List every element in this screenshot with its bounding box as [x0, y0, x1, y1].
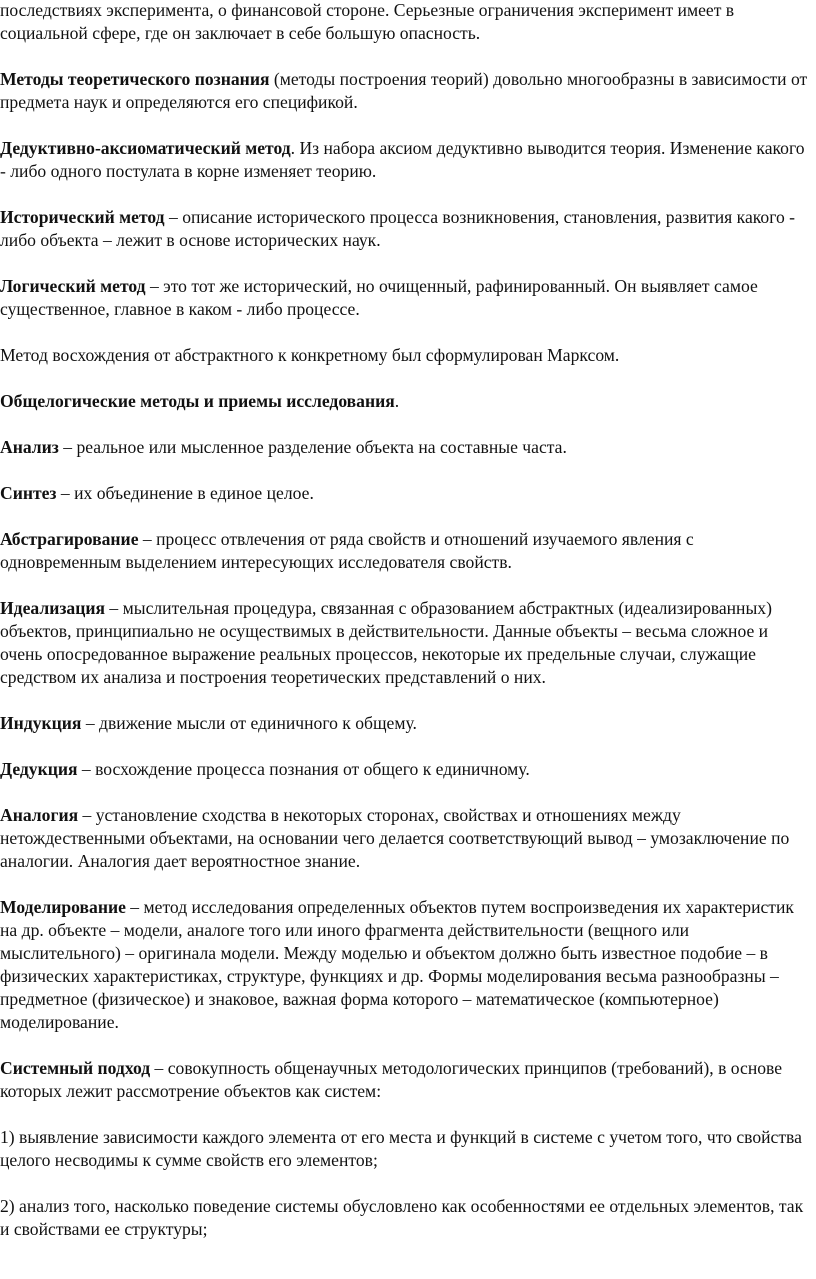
- paragraph-historical-method: [0, 206, 812, 252]
- paragraph-term: Анализ: [0, 437, 59, 457]
- paragraph-analysis: [0, 436, 812, 459]
- paragraph-term: Дедуктивно-аксиоматический метод: [0, 138, 291, 158]
- paragraph-text: Метод восхождения от абстрактного к конкретному был сформулирован Марксом.: [0, 345, 620, 365]
- paragraph-theoretical-methods: [0, 68, 812, 114]
- paragraph-ascent-method: [0, 344, 812, 367]
- paragraph-term: Исторический метод: [0, 207, 165, 227]
- paragraph-logical-method: [0, 275, 812, 321]
- paragraph-text: – восхождение процесса познания от общего к единичному.: [77, 759, 530, 779]
- paragraph-term: Методы теоретического познания: [0, 69, 270, 89]
- paragraph-text: – совокупность общенаучных методологических принципов (требований), в основе которых лежит рассмотрение объектов как систем:: [0, 1058, 783, 1101]
- paragraph-text: – описание исторического процесса возникновения, становления, развития какого - либо объекта – лежит в основе исторических наук.: [0, 207, 796, 250]
- paragraph-term: Идеализация: [0, 598, 106, 618]
- paragraph-induction: [0, 712, 812, 735]
- paragraph-text: 2) анализ того, насколько поведение системы обусловлено как особенностями ее отдельных элементов, так и свойствами ее структуры;: [0, 1196, 804, 1239]
- paragraph-term: Синтез: [0, 483, 57, 503]
- paragraph-deductive-axiomatic: [0, 137, 812, 183]
- paragraph-term: Моделирование: [0, 897, 126, 917]
- paragraph-term: Абстрагирование: [0, 529, 139, 549]
- paragraph-text: – метод исследования определенных объектов путем воспроизведения их характеристик на др. объекте – модели, аналоге того или иного фрагмента действительности (вещного или мыслительного) – оригинала модели. Между моделью и объектом должно быть известное подобие – в физических характеристиках, структуре, функциях и др. Формы моделирования весьма разнообразны –предметное (физическое) и знаковое, важная форма которого – математическое (компьютерное) моделирование.: [0, 897, 794, 1032]
- paragraph-text: – установление сходства в некоторых сторонах, свойствах и отношениях между нетождественными объектами, на основании чего делается соответствующий вывод – умозаключение по аналогии. Аналогия дает вероятностное знание.: [0, 805, 790, 871]
- paragraph-text: – мыслительная процедура, связанная с образованием абстрактных (идеализированных) объектов, принципиально не осуществимых в действительности. Данные объекты – весьма сложное и очень опосредованное выражение реальных процессов, некоторые их предельные случаи, служащие средством их анализа и построения теоретических представлений о них.: [0, 598, 772, 687]
- paragraph-text: – их объединение в единое целое.: [56, 483, 314, 503]
- paragraph-text: (методы построения теорий) довольно многообразны в зависимости от предмета наук и определяются его спецификой.: [0, 69, 808, 112]
- paragraph-modeling: [0, 896, 812, 1034]
- paragraph-text: 1) выявление зависимости каждого элемента от его места и функций в системе с учетом того, что свойства целого несводимы к сумме свойств его элементов;: [0, 1127, 802, 1170]
- paragraph-text: .: [394, 391, 400, 411]
- paragraph-text: – движение мысли от единичного к общему.: [81, 713, 417, 733]
- paragraph-analogy: [0, 804, 812, 873]
- paragraph-text: – это тот же исторический, но очищенный, рафинированный. Он выявляет самое существенное, главное в каком - либо процессе.: [0, 276, 758, 319]
- paragraph-term: Индукция: [0, 713, 82, 733]
- paragraph-system-principle-1: [0, 1126, 812, 1172]
- paragraph-general-logical-heading: [0, 390, 812, 413]
- paragraph-experiment-limits: [0, 0, 812, 45]
- paragraph-term: Общелогические методы и приемы исследования: [0, 391, 395, 411]
- paragraph-abstraction: [0, 528, 812, 574]
- paragraph-text: последствиях эксперимента, о финансовой стороне. Серьезные ограничения эксперимент имеет в социальной сфере, где он заключает в себе большую опасность.: [0, 0, 735, 43]
- paragraph-synthesis: [0, 482, 812, 505]
- paragraph-term: Дедукция: [0, 759, 78, 779]
- paragraph-system-principle-2: [0, 1195, 812, 1241]
- paragraph-text: . Из набора аксиом дедуктивно выводится теория. Изменение какого - либо одного постулата в корне изменяет теорию.: [0, 138, 805, 181]
- paragraph-term: Аналогия: [0, 805, 79, 825]
- paragraph-idealization: [0, 597, 812, 689]
- paragraph-term: Логический метод: [0, 276, 146, 296]
- paragraph-text: – процесс отвлечения от ряда свойств и отношений изучаемого явления с одновременным выделением интересующих исследователя свойств.: [0, 529, 694, 572]
- paragraph-system-approach: [0, 1057, 812, 1103]
- paragraph-text: – реальное или мысленное разделение объекта на составные часта.: [58, 437, 567, 457]
- paragraph-deduction: [0, 758, 812, 781]
- paragraph-term: Системный подход: [0, 1058, 151, 1078]
